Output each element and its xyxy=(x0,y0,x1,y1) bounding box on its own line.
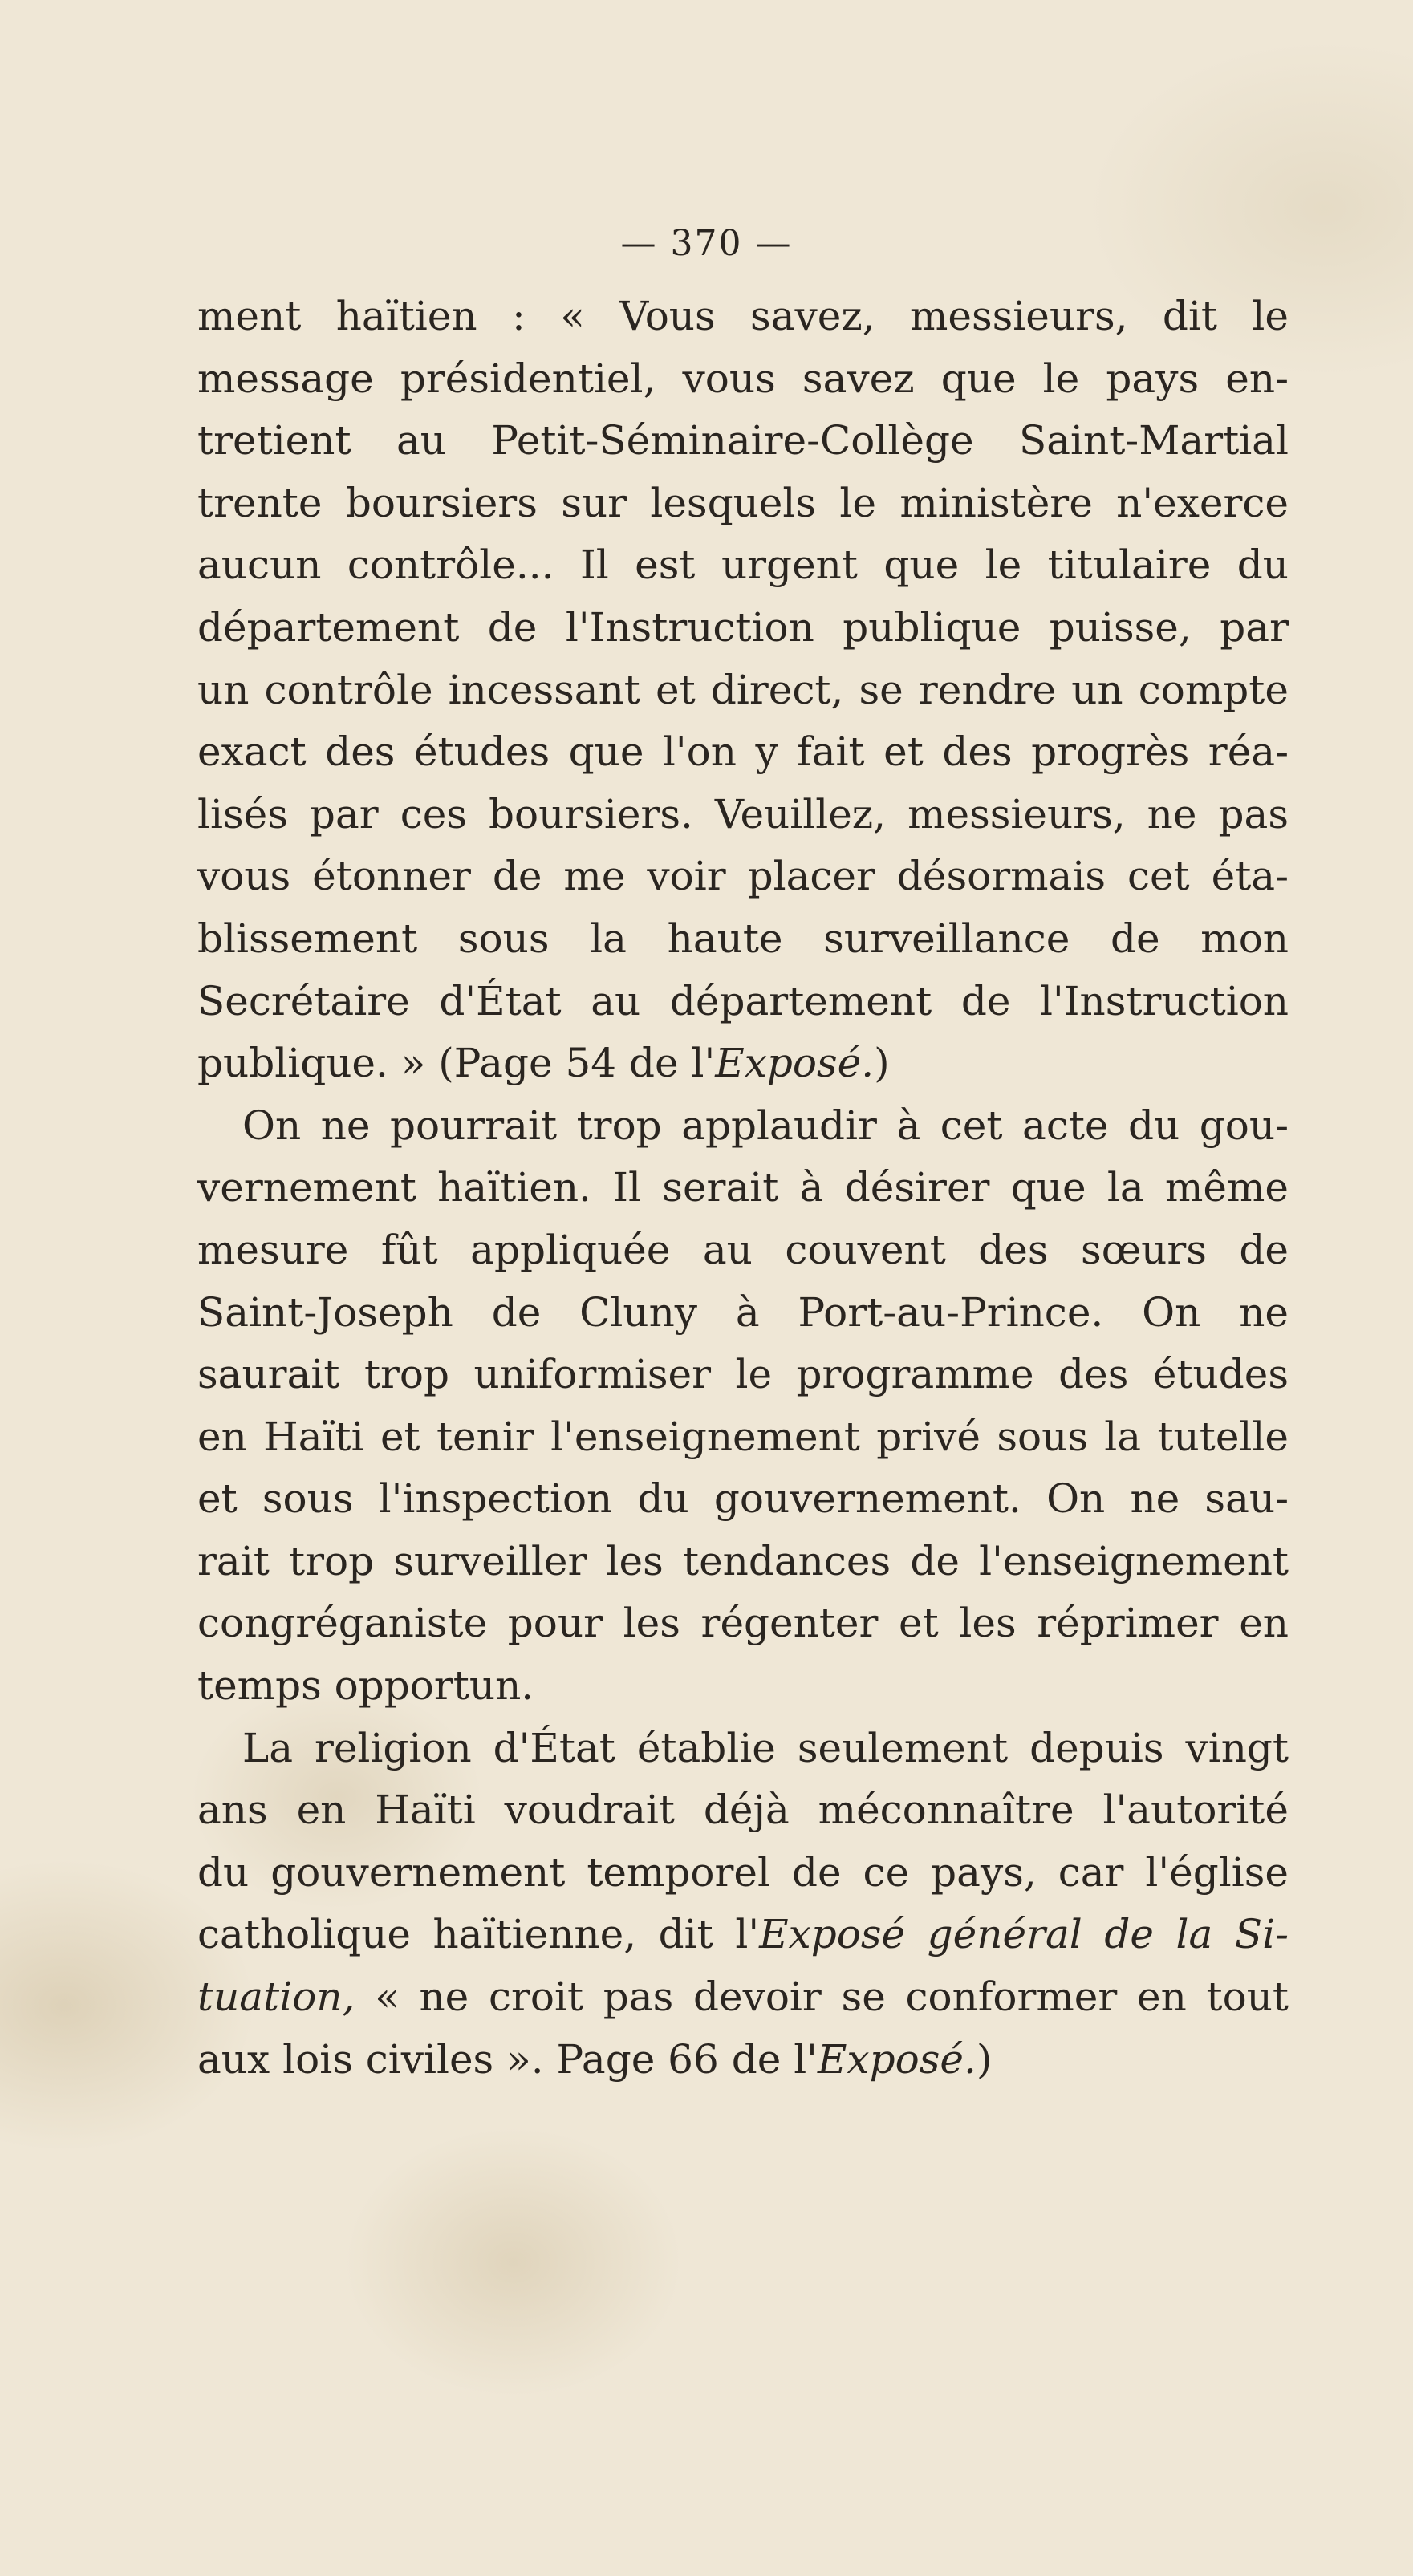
text-line: blissement sous la haute surveillance de mon xyxy=(197,915,1289,962)
text-line: On ne pourrait trop applaudir à cet acte du gou- xyxy=(242,1101,1289,1149)
text-line: vernement haïtien. Il serait à désirer que la même xyxy=(197,1164,1289,1211)
text-line: tuation, « ne croit pas devoir se conformer en tout xyxy=(197,1974,1289,2021)
text-line: saurait trop uniformiser le programme des études xyxy=(197,1351,1289,1398)
text-line: Saint-Joseph de Cluny à Port-au-Prince. On ne xyxy=(197,1288,1289,1336)
text-line: mesure fût appliquée au couvent des sœurs de xyxy=(197,1226,1289,1273)
text-line: ans en Haïti voudrait déjà méconnaître l'autorité xyxy=(197,1787,1289,1834)
body-text xyxy=(197,286,1289,2091)
text-line: en Haïti et tenir l'enseignement privé sous la tutelle xyxy=(197,1413,1289,1460)
text-line: aux lois civiles ». Page 66 de l'Exposé.) xyxy=(197,2035,993,2083)
text-line: aucun contrôle... Il est urgent que le titulaire du xyxy=(197,542,1289,589)
text-line: et sous l'inspection du gouvernement. On ne sau- xyxy=(197,1475,1289,1523)
text-line: un contrôle incessant et direct, se rendre un compte xyxy=(197,666,1289,713)
text-line: congréganiste pour les régenter et les réprimer en xyxy=(197,1600,1289,1647)
text-line: exact des études que l'on y fait et des progrès réa- xyxy=(197,728,1289,776)
text-line: La religion d'État établie seulement depuis vingt xyxy=(242,1724,1289,1771)
text-line: lisés par ces boursiers. Veuillez, messieurs, ne pas xyxy=(197,790,1289,838)
page-number: — 370 — xyxy=(620,223,793,264)
text-line: du gouvernement temporel de ce pays, car l'église xyxy=(197,1848,1289,1896)
text-line: département de l'Instruction publique puisse, par xyxy=(197,603,1289,651)
text-line: publique. » (Page 54 de l'Exposé.) xyxy=(197,1040,890,1087)
text-line: Secrétaire d'État au département de l'Instruction xyxy=(197,977,1289,1024)
text-line: message présidentiel, vous savez que le pays en- xyxy=(197,355,1289,402)
text-line: tretient au Petit-Séminaire-Collège Saint-Martial xyxy=(197,417,1289,464)
text-line: vous étonner de me voir placer désormais cet éta- xyxy=(197,853,1289,900)
text-line: catholique haïtienne, dit l'Exposé général de la Si- xyxy=(197,1911,1289,1958)
text-line: trente boursiers sur lesquels le ministère n'exerce xyxy=(197,479,1289,526)
text-line: temps opportun. xyxy=(197,1662,534,1710)
text-line: rait trop surveiller les tendances de l'enseignement xyxy=(197,1537,1289,1584)
text-line: ment haïtien : « Vous savez, messieurs, dit le xyxy=(197,293,1289,339)
